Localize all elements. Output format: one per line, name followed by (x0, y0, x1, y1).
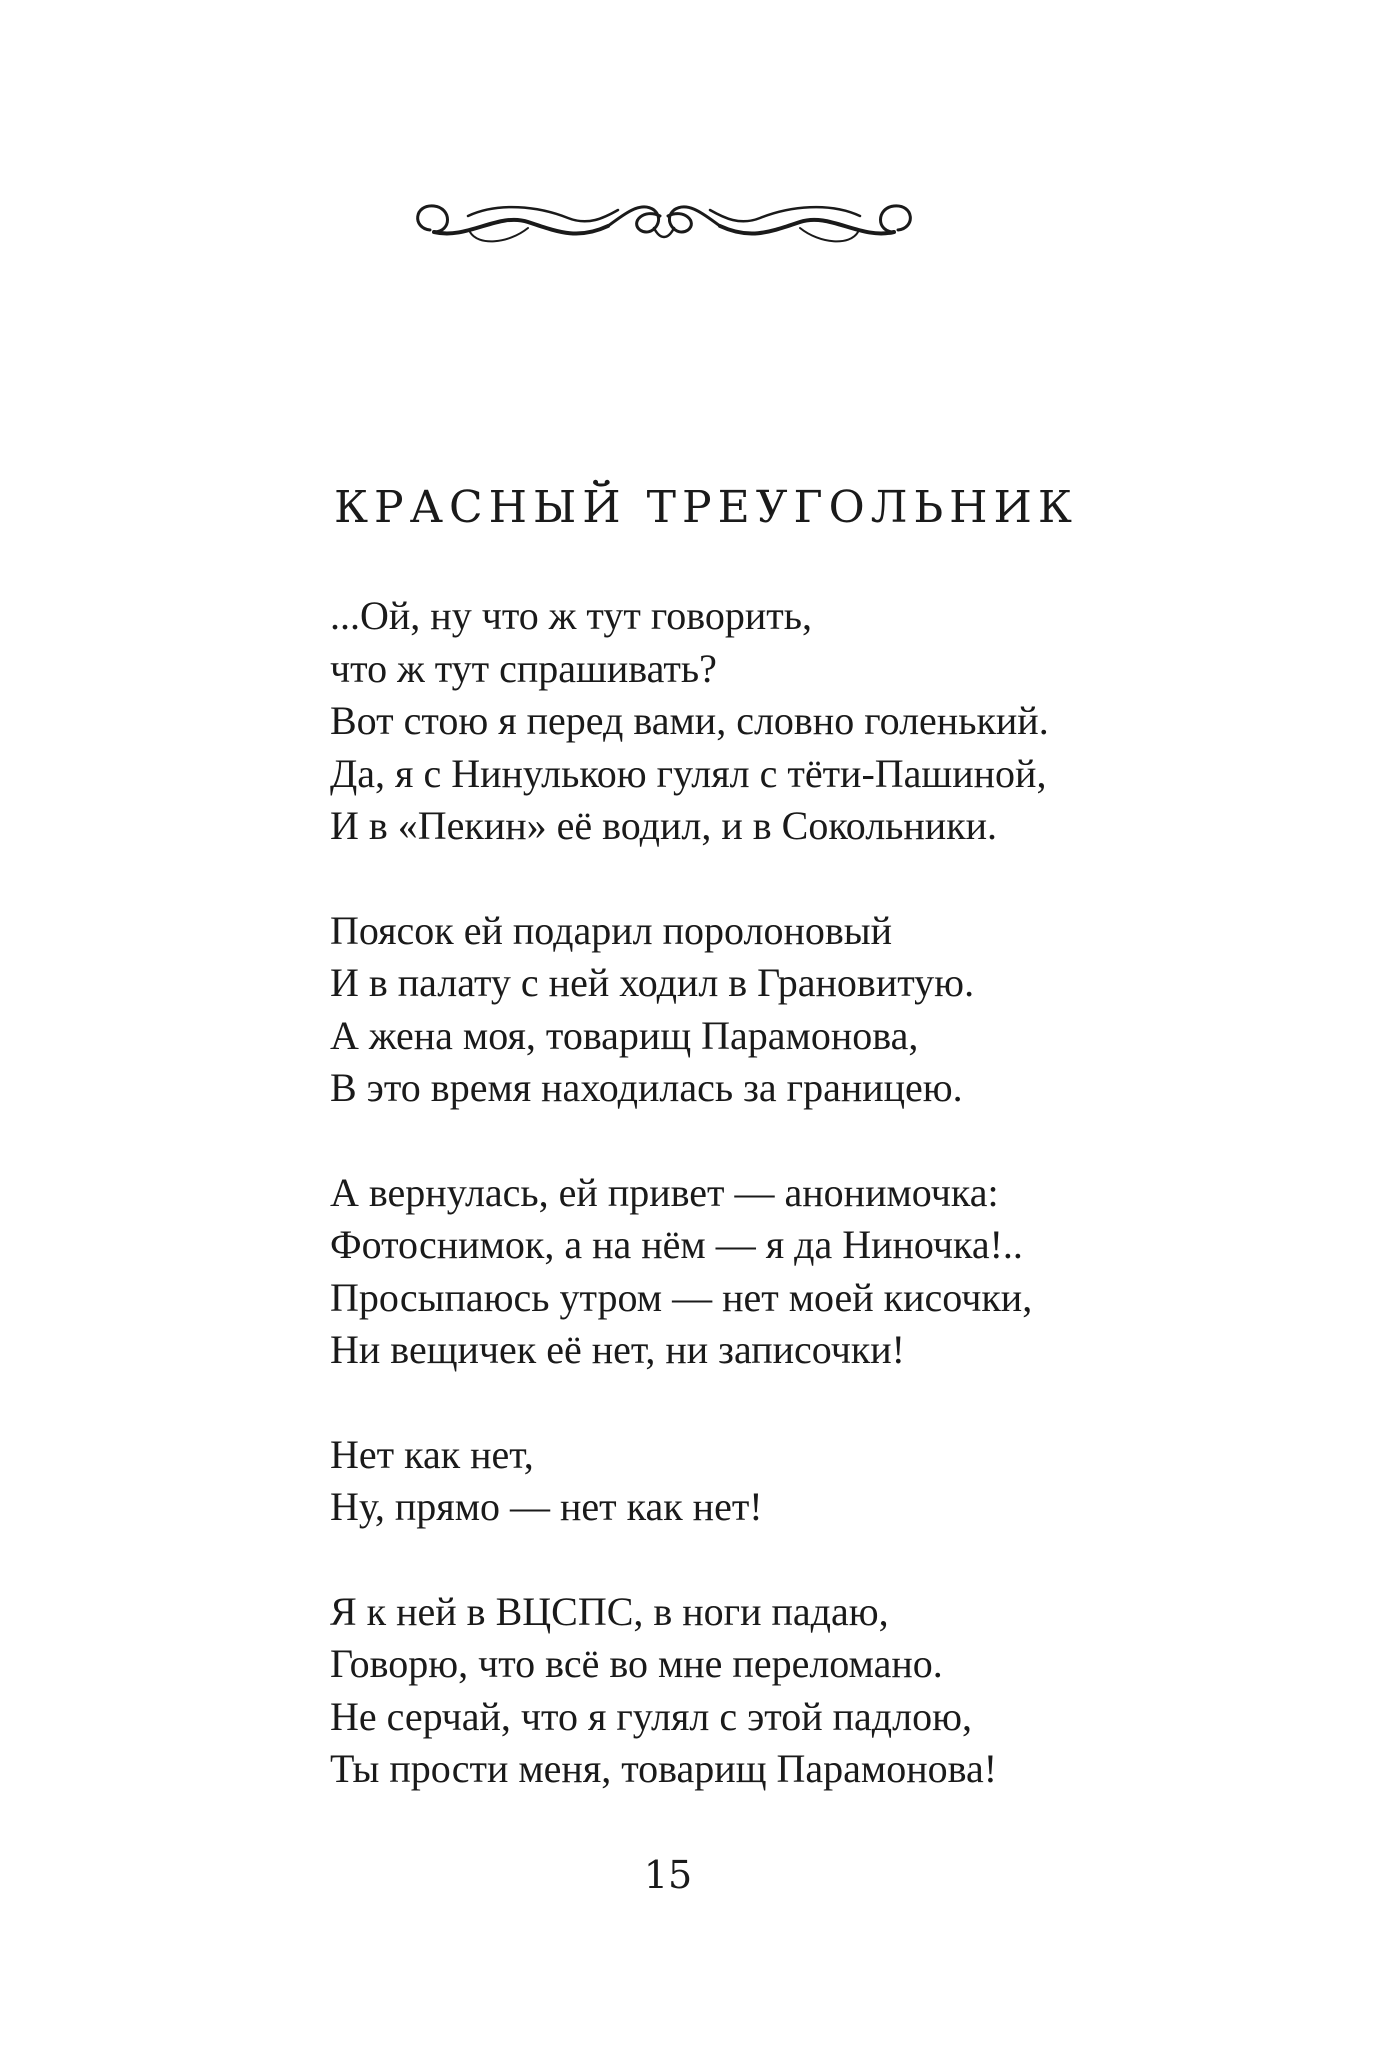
poem-line: В это время находилась за границею. (330, 1065, 963, 1110)
poem-line: Фотоснимок, а на нём — я да Ниночка!.. (330, 1222, 1023, 1267)
poem-line: А жена моя, товарищ Парамонова, (330, 1012, 919, 1058)
poem-line: Вот стою я перед вами, словно голенький. (330, 698, 1049, 743)
stanza-4 (330, 1429, 1330, 1534)
stanza-3 (330, 1167, 1330, 1377)
poem-body (330, 590, 1330, 1848)
scroll-flourish-icon (408, 188, 920, 258)
page-number: 15 (643, 1853, 693, 1897)
poem-line: А вернулась, ей привет — анонимочка: (330, 1169, 999, 1215)
stanza-5 (330, 1586, 1330, 1796)
poem-line: И в палату с ней ходил в Грановитую. (330, 960, 975, 1005)
poem-line: ...Ой, ну что ж тут говорить, (330, 593, 812, 638)
poem-line: Я к ней в ВЦСПС, в ноги падаю, (330, 1588, 889, 1634)
stanza-2 (330, 905, 1330, 1115)
poem-line: Нет как нет, (330, 1431, 534, 1477)
poem-line: Да, я с Нинулькою гулял с тёти-Пашиной, (330, 750, 1047, 796)
stanza-1 (330, 590, 1330, 853)
poem-line: И в «Пекин» её водил, и в Сокольники. (330, 803, 998, 848)
poem-line: Не серчай, что я гулял с этой падлою, (330, 1693, 972, 1739)
poem-line: Поясок ей подарил поролоновый (330, 907, 893, 953)
poem-line: Просыпаюсь утром — нет моей кисочки, (330, 1274, 1033, 1320)
poem-title: КРАСНЫЙ ТРЕУГОЛЬНИК (334, 482, 1078, 533)
poem-line: Ты прости меня, товарищ Парамонова! (330, 1746, 998, 1791)
poem-line: Ни вещичек её нет, ни записочки! (330, 1327, 905, 1372)
poem-line: что ж тут спрашивать? (330, 645, 717, 691)
poem-line: Говорю, что всё во мне переломано. (330, 1641, 943, 1686)
poem-line: Ну, прямо — нет как нет! (330, 1484, 763, 1529)
